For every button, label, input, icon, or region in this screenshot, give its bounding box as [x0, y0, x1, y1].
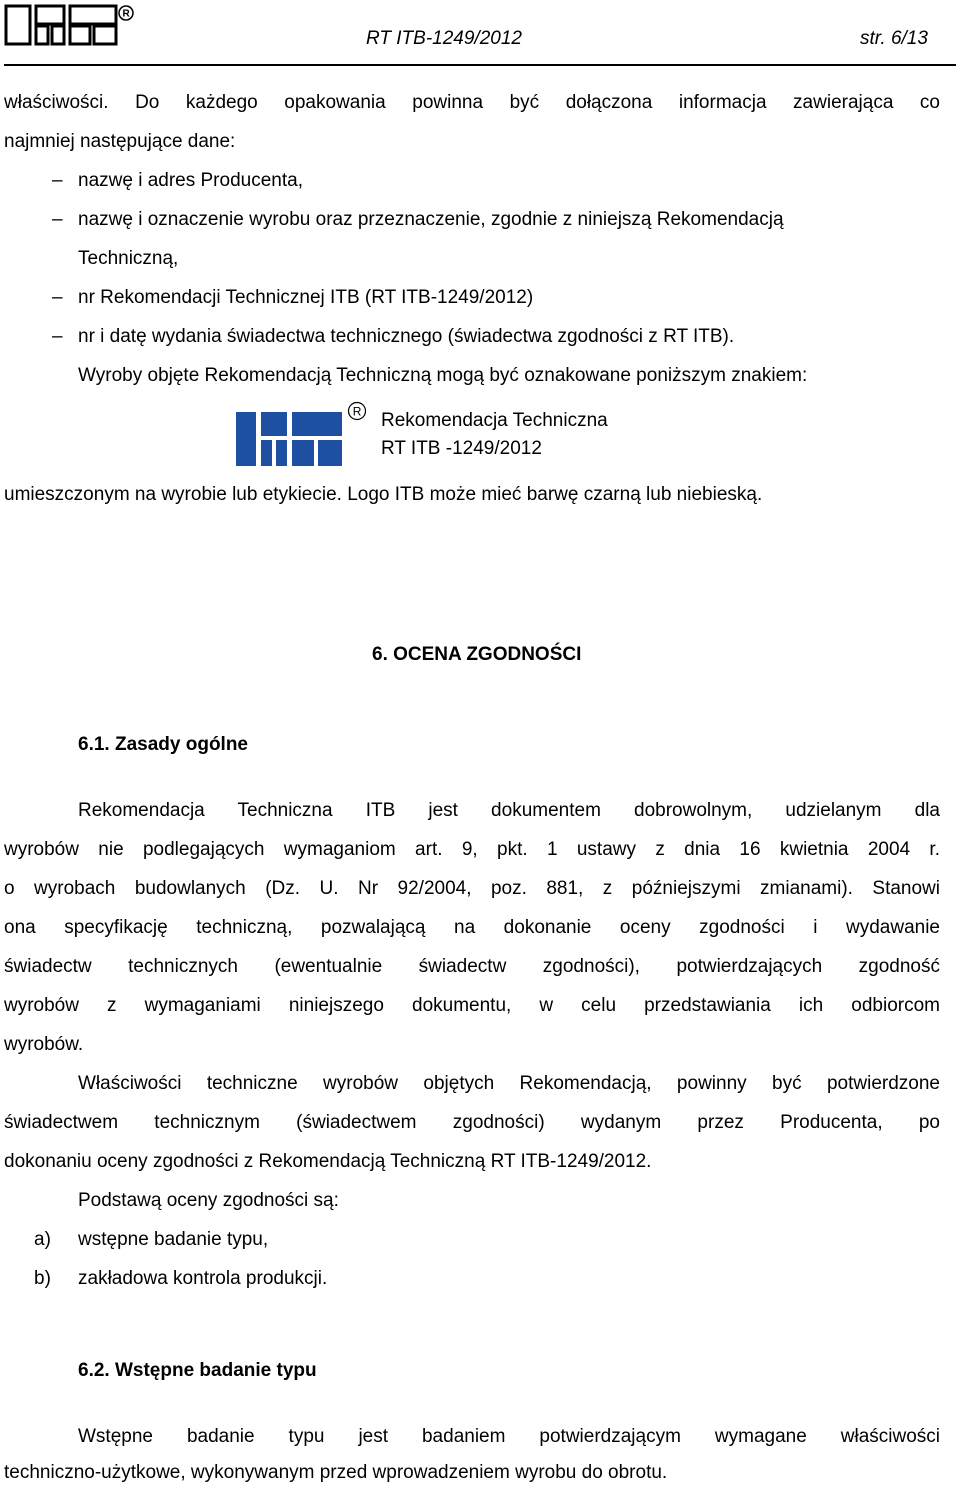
itb-mark-logo — [236, 412, 342, 466]
svg-text:R: R — [122, 8, 130, 20]
dash-marker: – — [52, 326, 63, 347]
paragraph-line: wyrobów nie podlegających wymaganiom art. 9, pkt. 1 ustawy z dnia 16 kwietnia 2004 r. — [4, 839, 940, 860]
paragraph-line: ona specyfikację techniczną, pozwalającą na dokonanie oceny zgodności i wydawanie — [4, 917, 940, 938]
paragraph-line: świadectwem technicznym (świadectwem zgodności) wydanym przez Producenta, po — [4, 1112, 940, 1133]
itb-header-logo — [4, 4, 134, 48]
header-page-number: str. 6/13 — [860, 28, 928, 49]
dash-marker: – — [52, 287, 63, 308]
paragraph-line: wyrobów z wymaganiami niniejszego dokumentu, w celu przedstawiania ich odbiorcom — [4, 995, 940, 1016]
paragraph-line: świadectw technicznych (ewentualnie świadectw zgodności), potwierdzających zgodność — [4, 956, 940, 977]
subsection-title: 6.2. Wstępne badanie typu — [78, 1360, 317, 1381]
header-divider — [4, 64, 956, 66]
paragraph-line: Właściwości techniczne wyrobów objętych Rekomendacją, powinny być potwierdzone — [78, 1073, 940, 1094]
dash-marker: – — [52, 209, 63, 230]
paragraph-line: techniczno-użytkowe, wykonywanym przed wprowadzeniem wyrobu do obrotu. — [4, 1462, 668, 1483]
mark-label-line-2: RT ITB -1249/2012 — [381, 438, 542, 459]
dash-marker: – — [52, 170, 63, 191]
mark-label-line-1: Rekomendacja Techniczna — [381, 410, 608, 431]
svg-text:R: R — [352, 404, 362, 419]
section-title: 6. OCENA ZGODNOŚCI — [372, 644, 582, 665]
dash-item: nazwę i adres Producenta, — [78, 170, 303, 191]
paragraph-line: Podstawą oceny zgodności są: — [78, 1190, 339, 1211]
intro-line-2: najmniej następujące dane: — [4, 131, 236, 152]
dash-item-continuation: Techniczną, — [78, 248, 179, 269]
dash-item: nazwę i oznaczenie wyrobu oraz przeznaczenie, zgodnie z niniejszą Rekomendacją — [78, 209, 784, 230]
dash-item: nr i datę wydania świadectwa technicznego (świadectwa zgodności z RT ITB). — [78, 326, 735, 347]
intro-line-1: właściwości. Do każdego opakowania powinna być dołączona informacja zawierająca co — [4, 92, 940, 113]
list-marker: a) — [34, 1229, 51, 1250]
list-marker: b) — [34, 1268, 51, 1289]
registered-mark-icon — [347, 401, 367, 421]
paragraph-line: dokonaniu oceny zgodności z Rekomendacją Techniczną RT ITB-1249/2012. — [4, 1151, 652, 1172]
paragraph-line: wyrobów. — [4, 1034, 84, 1055]
header-doc-ref: RT ITB-1249/2012 — [366, 28, 522, 49]
paragraph-line: o wyrobach budowlanych (Dz. U. Nr 92/2004, poz. 881, z późniejszymi zmianami). Stanowi — [4, 878, 940, 899]
list-item: wstępne badanie typu, — [78, 1229, 269, 1250]
paragraph-line: Wstępne badanie typu jest badaniem potwierdzającym wymagane właściwości — [78, 1426, 940, 1447]
paragraph-line: Rekomendacja Techniczna ITB jest dokumentem dobrowolnym, udzielanym dla — [78, 800, 940, 821]
marking-after: umieszczonym na wyrobie lub etykiecie. Logo ITB może mieć barwę czarną lub niebieską. — [4, 484, 763, 505]
subsection-title: 6.1. Zasady ogólne — [78, 734, 248, 755]
list-item: zakładowa kontrola produkcji. — [78, 1268, 328, 1289]
marking-intro: Wyroby objęte Rekomendacją Techniczną mogą być oznakowane poniższym znakiem: — [78, 365, 808, 386]
dash-item: nr Rekomendacji Technicznej ITB (RT ITB-1249/2012) — [78, 287, 534, 308]
